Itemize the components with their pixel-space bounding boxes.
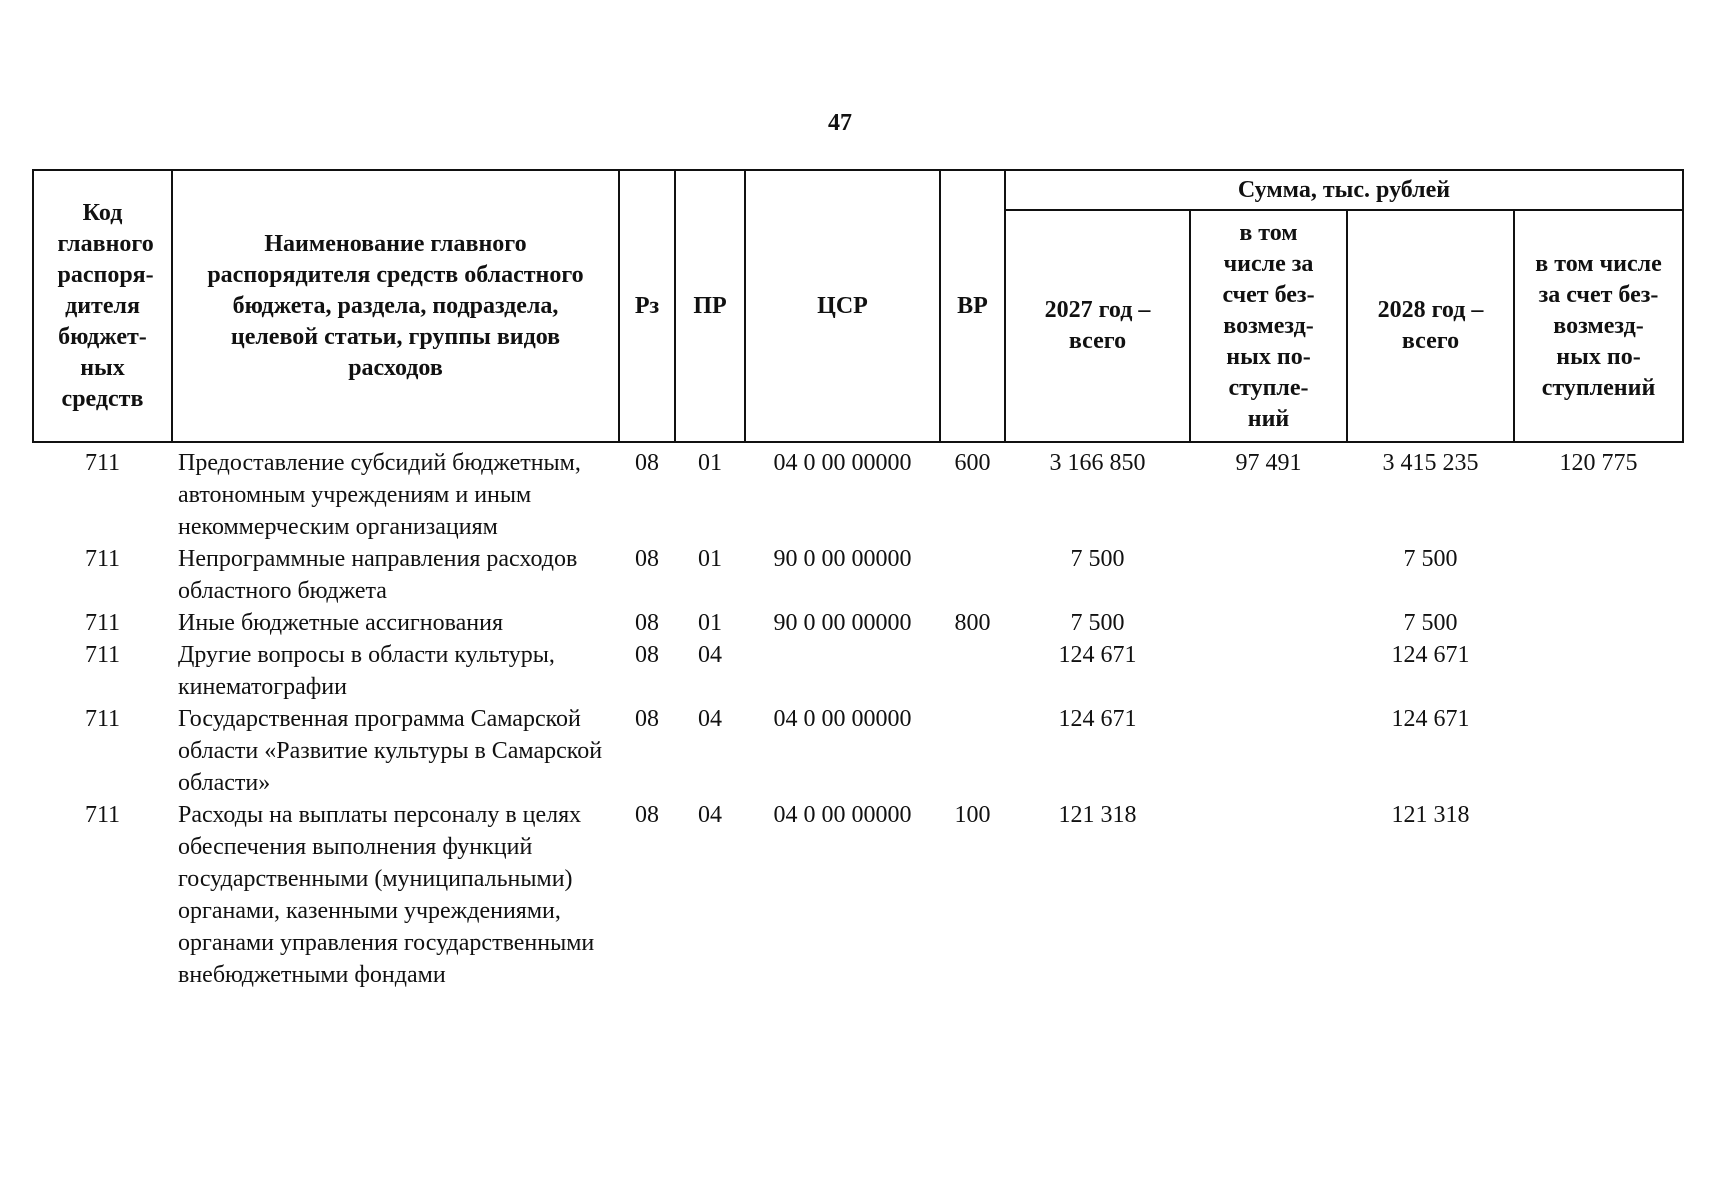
cell-rz: 08 bbox=[635, 802, 659, 828]
cell-2027-gratuitous bbox=[1190, 543, 1347, 607]
cell-code: 711 bbox=[84, 706, 121, 732]
cell-vr bbox=[940, 543, 1005, 607]
cell-2027-gratuitous bbox=[1190, 607, 1347, 639]
header-2027-total: 2027 год – всего bbox=[1005, 210, 1190, 442]
cell-2027-total: 124 671 bbox=[1058, 642, 1137, 668]
cell-code: 711 bbox=[84, 802, 121, 828]
cell-name: Иные бюджетные ассигнования bbox=[178, 610, 503, 636]
cell-code: 711 bbox=[84, 450, 121, 476]
cell-2028-gratuitous bbox=[1514, 703, 1683, 799]
table-row bbox=[33, 639, 1683, 703]
cell-2028-total: 7 500 bbox=[1403, 610, 1458, 636]
cell-code: 711 bbox=[84, 546, 121, 572]
header-sum: Сумма, тыс. рублей bbox=[1005, 170, 1683, 210]
cell-name: Государственная программа Самарской области «Развитие культуры в Самарской области» bbox=[178, 706, 603, 796]
cell-2027-total: 7 500 bbox=[1070, 546, 1125, 572]
cell-name: Предоставление субсидий бюджетным, автономным учреждениям и иным некоммерческим организациям bbox=[178, 450, 581, 540]
cell-2027-total: 7 500 bbox=[1070, 610, 1125, 636]
table-row bbox=[33, 703, 1683, 799]
cell-2028-gratuitous bbox=[1514, 543, 1683, 607]
cell-rz: 08 bbox=[635, 546, 659, 572]
table-row bbox=[33, 607, 1683, 639]
header-code: Код главного распоря-дителя бюджет-ных средств bbox=[33, 170, 172, 442]
cell-2028-gratuitous bbox=[1514, 607, 1683, 639]
header-csr: ЦСР bbox=[745, 170, 940, 442]
header-rz: Рз bbox=[619, 170, 675, 442]
header-2028-gratuitous: в том числе за счет без-возмезд-ных по-ступлений bbox=[1514, 210, 1683, 442]
cell-csr: 04 0 00 00000 bbox=[773, 450, 912, 476]
cell-vr: 100 bbox=[954, 802, 991, 828]
cell-name: Непрограммные направления расходов областного бюджета bbox=[178, 546, 578, 604]
cell-name: Другие вопросы в области культуры, кинематографии bbox=[178, 642, 555, 700]
cell-rz: 08 bbox=[635, 642, 659, 668]
cell-2027-total: 3 166 850 bbox=[1049, 450, 1146, 476]
header-2027-gratuitous: в том числе за счет без-возмезд-ных по-ступле-ний bbox=[1190, 210, 1347, 442]
cell-2027-gratuitous bbox=[1190, 799, 1347, 991]
page-number: 47 bbox=[828, 110, 852, 136]
cell-csr: 04 0 00 00000 bbox=[773, 706, 912, 732]
table-row bbox=[33, 799, 1683, 991]
cell-rz: 08 bbox=[635, 610, 659, 636]
cell-2028-gratuitous: 120 775 bbox=[1559, 450, 1638, 476]
cell-2027-gratuitous bbox=[1190, 703, 1347, 799]
cell-vr bbox=[940, 703, 1005, 799]
cell-rz: 08 bbox=[635, 706, 659, 732]
cell-2027-gratuitous bbox=[1190, 639, 1347, 703]
cell-2027-gratuitous: 97 491 bbox=[1235, 450, 1302, 476]
cell-2027-total: 121 318 bbox=[1058, 802, 1137, 828]
header-row-top bbox=[33, 170, 1683, 210]
cell-pr: 04 bbox=[698, 706, 722, 732]
cell-2028-total: 124 671 bbox=[1391, 642, 1470, 668]
cell-pr: 04 bbox=[698, 642, 722, 668]
cell-pr: 01 bbox=[698, 610, 722, 636]
cell-2028-total: 3 415 235 bbox=[1382, 450, 1479, 476]
cell-vr: 800 bbox=[954, 610, 991, 636]
cell-csr bbox=[745, 639, 940, 703]
header-vr: ВР bbox=[940, 170, 1005, 442]
cell-name: Расходы на выплаты персоналу в целях обеспечения выполнения функций государственными (муниципальными) органами, казенными учреждениями, органами управления государственными внебюджетными фондами bbox=[178, 802, 595, 988]
cell-pr: 01 bbox=[698, 450, 722, 476]
cell-code: 711 bbox=[84, 642, 121, 668]
table-row bbox=[33, 442, 1683, 543]
header-name: Наименование главного распорядителя средств областного бюджета, раздела, подраздела, целевой статьи, группы видов расходов bbox=[172, 170, 619, 442]
cell-vr: 600 bbox=[954, 450, 991, 476]
cell-vr bbox=[940, 639, 1005, 703]
budget-table bbox=[32, 169, 1684, 991]
cell-rz: 08 bbox=[635, 450, 659, 476]
table-row bbox=[33, 543, 1683, 607]
header-pr: ПР bbox=[675, 170, 745, 442]
cell-csr: 90 0 00 00000 bbox=[773, 610, 912, 636]
cell-pr: 01 bbox=[698, 546, 722, 572]
cell-2028-gratuitous bbox=[1514, 639, 1683, 703]
cell-csr: 90 0 00 00000 bbox=[773, 546, 912, 572]
cell-2028-gratuitous bbox=[1514, 799, 1683, 991]
cell-csr: 04 0 00 00000 bbox=[773, 802, 912, 828]
cell-2028-total: 121 318 bbox=[1391, 802, 1470, 828]
cell-code: 711 bbox=[84, 610, 121, 636]
header-2028-total: 2028 год – всего bbox=[1347, 210, 1514, 442]
cell-2028-total: 7 500 bbox=[1403, 546, 1458, 572]
cell-pr: 04 bbox=[698, 802, 722, 828]
cell-2027-total: 124 671 bbox=[1058, 706, 1137, 732]
cell-2028-total: 124 671 bbox=[1391, 706, 1470, 732]
